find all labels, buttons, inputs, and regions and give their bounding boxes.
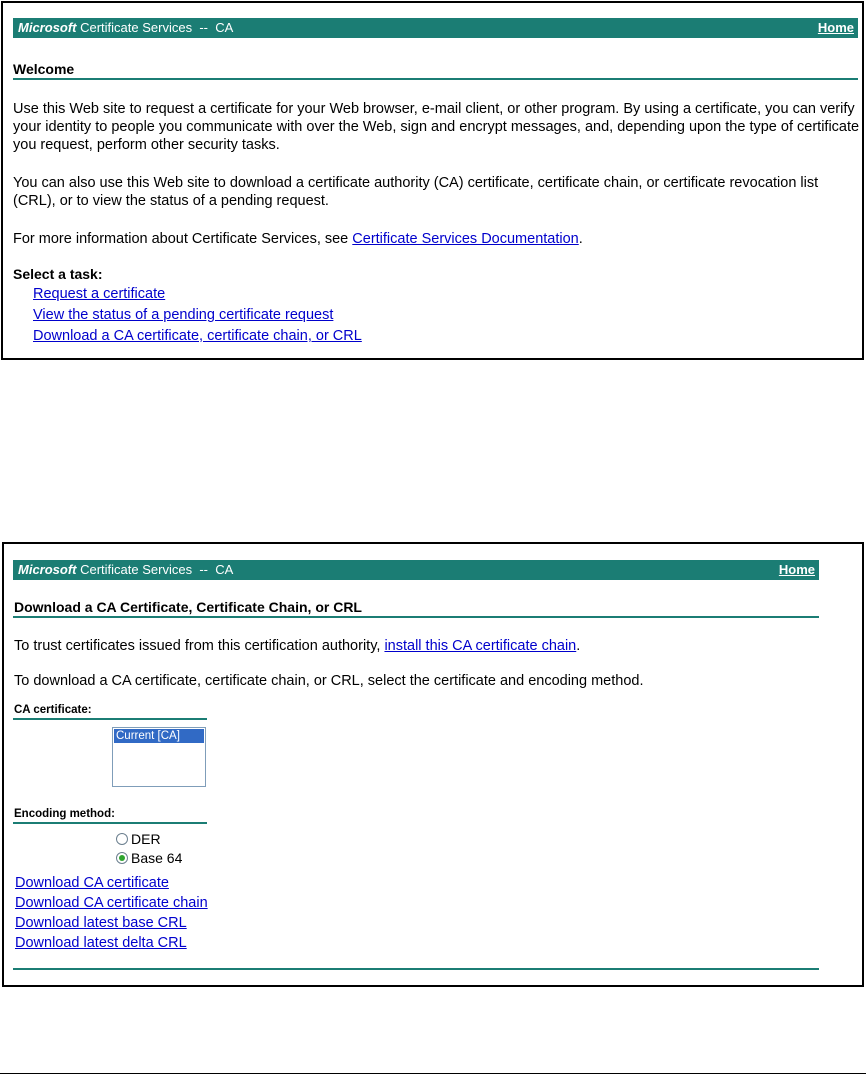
download-instructions: To download a CA certificate, certificate chain, or CRL, select the certificate and encoding method. <box>14 673 644 689</box>
brand-name: Microsoft <box>18 562 77 577</box>
download-ca-chain[interactable] <box>15 894 208 912</box>
radio-der[interactable] <box>116 833 128 845</box>
title-bar <box>13 560 819 580</box>
download-ca-panel <box>2 542 864 987</box>
task-link[interactable]: Request a certificate <box>33 286 166 302</box>
ca-certificate-option[interactable]: Current [CA] <box>114 729 204 743</box>
encoding-method-label: Encoding method: <box>14 808 115 820</box>
encoding-label-der: DER <box>131 831 161 847</box>
page-title: Download a CA Certificate, Certificate Chain, or CRL <box>14 599 362 615</box>
encoding-option-base64[interactable] <box>116 850 182 866</box>
download-link[interactable]: Download CA certificate chain <box>15 895 208 911</box>
page-bottom-rule <box>0 1073 866 1074</box>
heading-rule <box>13 616 819 618</box>
download-link[interactable]: Download latest base CRL <box>15 915 187 931</box>
download-link[interactable]: Download CA certificate <box>15 875 169 891</box>
documentation-suffix: . <box>578 231 583 247</box>
download-base-crl[interactable] <box>15 914 187 932</box>
install-chain-link[interactable]: install this CA certificate chain <box>384 638 577 654</box>
title-bar <box>13 18 858 38</box>
ca-certificate-listbox[interactable] <box>112 727 206 787</box>
home-link[interactable]: Home <box>817 20 854 35</box>
ca-download-paragraph: You can also use this Web site to download a certificate authority (CA) certificate, certificate chain, or certificate revocation list (CRL), or to view the status of a pending request. <box>13 175 819 209</box>
app-title: Certificate Services -- CA <box>76 562 234 577</box>
welcome-panel <box>1 1 864 360</box>
heading-rule <box>13 78 858 80</box>
task-download-ca[interactable] <box>33 327 362 345</box>
encoding-option-der[interactable] <box>116 831 161 847</box>
trust-paragraph <box>14 637 834 655</box>
app-title: Certificate Services -- CA <box>76 20 234 35</box>
task-request-certificate[interactable] <box>33 285 165 303</box>
brand-name: Microsoft <box>18 20 77 35</box>
home-link[interactable]: Home <box>778 562 815 577</box>
select-task-label: Select a task: <box>13 266 103 282</box>
encoding-label-base64: Base 64 <box>131 850 183 866</box>
download-delta-crl[interactable] <box>15 934 187 952</box>
encoding-method-rule <box>13 822 207 824</box>
page-title: Welcome <box>13 61 75 77</box>
download-ca-certificate[interactable] <box>15 874 169 892</box>
task-link[interactable]: View the status of a pending certificate request <box>33 307 334 323</box>
task-link[interactable]: Download a CA certificate, certificate chain, or CRL <box>33 328 362 344</box>
task-view-pending[interactable] <box>33 306 333 324</box>
trust-prefix: To trust certificates issued from this certification authority, <box>14 638 385 654</box>
documentation-prefix: For more information about Certificate Services, see <box>13 231 353 247</box>
ca-certificate-rule <box>13 718 207 720</box>
footer-rule <box>13 968 819 970</box>
download-link[interactable]: Download latest delta CRL <box>15 935 187 951</box>
documentation-paragraph <box>13 230 861 248</box>
radio-base64[interactable] <box>116 852 128 864</box>
ca-certificate-label: CA certificate: <box>14 704 92 716</box>
intro-paragraph: Use this Web site to request a certificate for your Web browser, e-mail client, or other program. By using a certificate, you can verify your identity to people you communicate with over the Web, sign and encrypt messages, and, depending upon the type of certificate you request, perform other security tasks. <box>13 101 860 153</box>
documentation-link[interactable]: Certificate Services Documentation <box>352 231 579 247</box>
trust-suffix: . <box>576 638 581 654</box>
